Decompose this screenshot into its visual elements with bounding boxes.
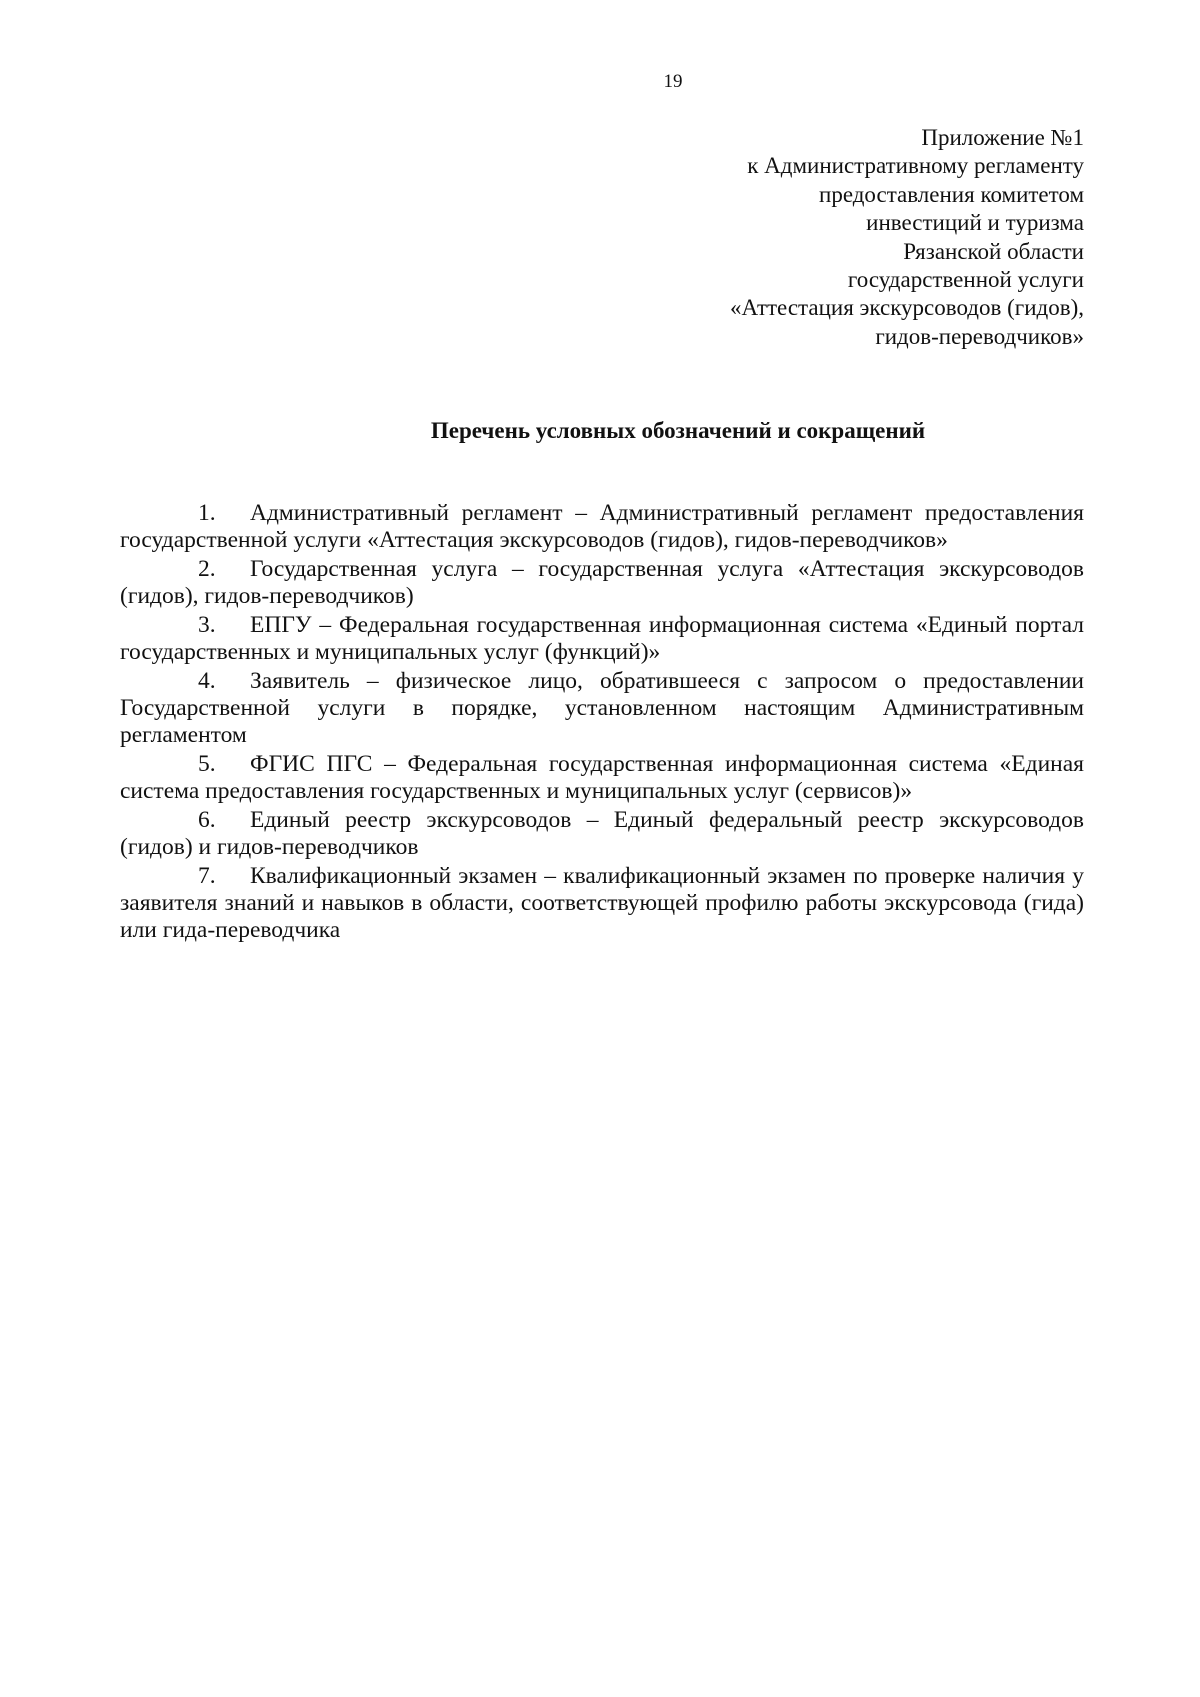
page-number: 19 [663,71,683,92]
list-item [120,807,1084,861]
appendix-line: Приложение №1 [921,125,1084,150]
appendix-line: государственной услуги [847,267,1084,293]
item-number: 5. [198,751,216,777]
item-number: 4. [198,668,216,694]
appendix-line: гидов-переводчиков» [875,323,1084,349]
item-number: 2. [198,556,216,582]
list-item [120,751,1084,805]
appendix-line: Рязанской области [903,238,1084,264]
appendix-line: предоставления комитетом [819,181,1084,207]
item-text: ЕПГУ – Федеральная государственная информационная система «Единый портал государственных и муниципальных услуг (функций)» [120,612,1084,665]
item-number: 1. [198,500,216,526]
item-text: Квалификационный экзамен – квалификационный экзамен по проверке наличия у заявителя знаний и навыков в области, соответствующей профилю работы экскурсовода (гида) или гида-переводчика [120,863,1084,943]
abbreviations-list [120,500,1084,946]
list-item [120,668,1084,749]
item-number: 3. [198,612,216,638]
item-text: Государственная услуга – государственная услуга «Аттестация экскурсоводов (гидов), гидов-переводчиков) [120,556,1084,609]
appendix-header [730,124,1084,351]
list-item [120,863,1084,944]
list-item [120,612,1084,666]
document-title: Перечень условных обозначений и сокращений [430,418,926,443]
appendix-line: инвестиций и туризма [866,210,1084,236]
list-item [120,556,1084,610]
item-text: Единый реестр экскурсоводов – Единый федеральный реестр экскурсоводов (гидов) и гидов-переводчиков [120,807,1084,860]
item-text: Заявитель – физическое лицо, обратившееся с запросом о предоставлении Государственной услуги в порядке, установленном настоящим Административным регламентом [120,668,1084,748]
item-number: 7. [198,863,216,889]
appendix-line: к Административному регламенту [747,153,1084,179]
item-text: Административный регламент – Административный регламент предоставления государственной услуги «Аттестация экскурсоводов (гидов), гидов-переводчиков» [120,500,1084,553]
item-text: ФГИС ПГС – Федеральная государственная информационная система «Единая система предоставления государственных и муниципальных услуг (сервисов)» [120,751,1084,804]
item-number: 6. [198,807,216,833]
appendix-line: «Аттестация экскурсоводов (гидов), [729,295,1084,321]
list-item [120,500,1084,554]
